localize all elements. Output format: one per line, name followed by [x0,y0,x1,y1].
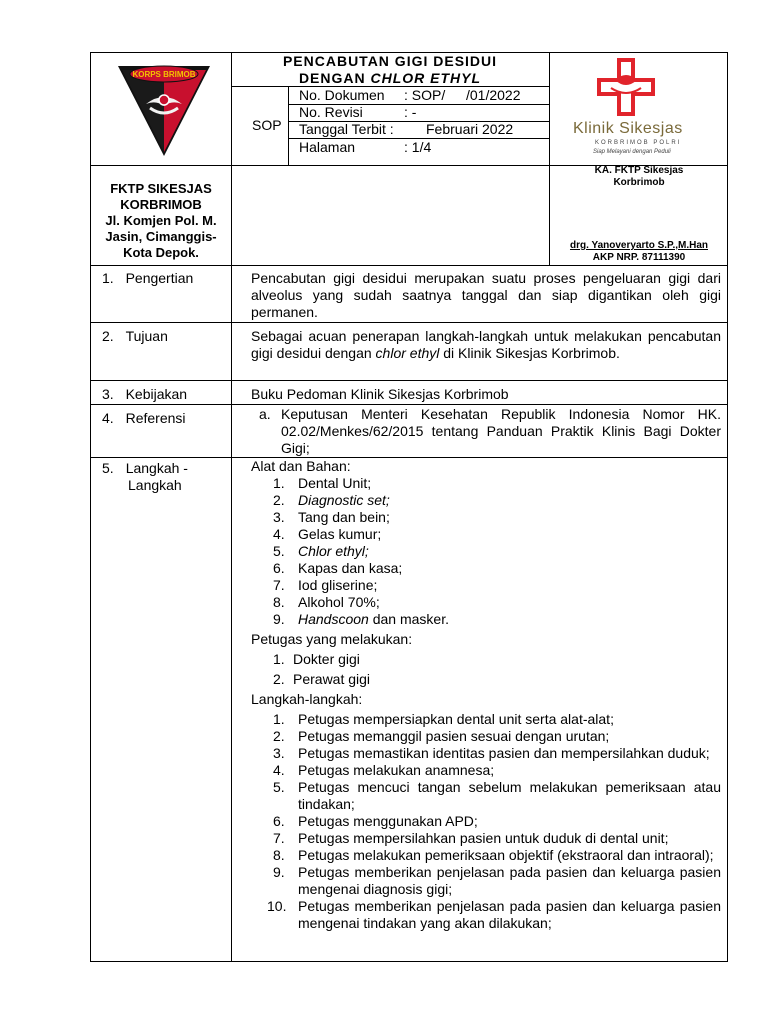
list-item [251,864,721,898]
list-item [251,762,721,779]
referensi-item [251,406,721,457]
approval-block [550,165,728,189]
petugas-list [251,651,721,688]
list-item-text: Petugas memberikan penjelasan pada pasien dan keluarga pasien mengenai tindakan yang akan dilakukan; [298,898,721,931]
row-divider-kebijakan [90,404,728,405]
document-title [232,53,548,87]
list-item-no: 2. [273,671,285,687]
section-text-referensi [251,406,721,457]
clinic-sub: KORBRIMOB POLRI [595,140,682,146]
doc-row-value: /01/2022 [466,87,521,103]
list-item-text: Perawat gigi [293,671,371,687]
list-item [251,594,721,611]
doc-row-sep: : SOP/ [404,87,446,103]
section-no: 1. [102,270,114,286]
doc-row-label: No. Dokumen [299,87,385,103]
list-item-text: Kapas dan kasa; [298,560,403,576]
list-item-no: 1. [273,475,285,491]
steps-list [251,711,721,932]
list-item-no: 4. [273,526,285,542]
section-label-pengertian [102,270,193,287]
approval-title-2: Korbrimob [613,177,665,188]
signatory-nrp: AKP NRP. 87111390 [592,252,686,263]
tujuan-text-italic: chlor ethyl [375,345,440,361]
langkah-content [251,458,721,932]
col-divider-right [549,52,550,265]
list-item-text-italic: Handscoon [298,611,369,627]
list-item [251,509,721,526]
list-item [251,779,721,813]
list-item-no: 6. [273,560,285,576]
section-label-langkah [102,460,188,494]
section-text-tujuan [251,328,721,362]
list-item-text: Petugas menggunakan APD; [298,813,478,829]
referensi-item-no: a. [259,406,271,422]
approval-signatory [550,240,728,264]
list-item-text: Petugas melakukan pemeriksaan objektif (ekstraoral dan intraoral); [298,847,714,863]
section-no: 4. [102,410,114,426]
list-item-text: Dental Unit; [298,475,372,491]
doc-row-label: No. Revisi [299,104,363,120]
list-item-text: Diagnostic set; [298,492,390,508]
list-item-no: 8. [273,847,285,863]
klinik-sikesjas-logo [555,56,723,162]
list-item-text: Dokter gigi [293,651,360,667]
doc-row-label: Halaman [299,139,356,155]
list-item-no: 7. [273,577,285,593]
petugas-title: Petugas yang melakukan: [251,631,413,647]
referensi-item-text: Keputusan Menteri Kesehatan Republik Indonesia Nomor HK. 02.02/Menkes/62/2015 tentang Panduan Praktik Klinis Bagi Dokter Gigi; [281,406,721,456]
title-line-2-italic: CHLOR ETHYL [370,70,482,86]
list-item-text: Chlor ethyl; [298,543,369,559]
org-line-2: KORBRIMOB [120,197,202,212]
list-item-no: 4. [273,762,285,778]
list-item [251,577,721,594]
org-address [92,181,230,261]
section-text-kebijakan: Buku Pedoman Klinik Sikesjas Korbrimob [251,386,509,402]
section-label-1: Langkah - [125,460,188,476]
list-item [251,711,721,728]
korps-brimob-logo [116,60,212,160]
list-item-no: 8. [273,594,285,610]
org-line-5: Kota Depok. [123,245,199,260]
list-item-no: 2. [273,728,285,744]
list-item-no: 3. [273,509,285,525]
list-item-no: 9. [273,864,285,880]
doc-row-3 [299,121,544,138]
list-item [251,813,721,830]
section-text-pengertian: Pencabutan gigi desidui merupakan suatu proses pengeluaran gigi dari alveolus yang sudah saatnya tanggal dan siap digantikan oleh gigi permanen. [251,270,721,320]
list-item-no: 9. [273,611,285,627]
list-item [251,745,721,762]
list-item-no: 1. [273,711,285,727]
doc-row-1 [299,87,544,104]
list-item-text: Iod gliserine; [298,577,378,593]
col-divider-sop [288,86,289,165]
alat-title: Alat dan Bahan: [251,458,351,474]
list-item [251,671,721,688]
list-item-no: 5. [273,543,285,559]
row-divider-pengertian [90,322,728,323]
red-cross-icon [555,56,723,162]
list-item-text: Petugas mencuci tangan sebelum melakukan pemeriksaan atau tindakan; [298,779,721,812]
shield-logo-icon [116,60,212,160]
list-item [251,560,721,577]
title-line-2 [232,70,548,87]
section-label: Tujuan [125,328,168,344]
list-item [251,728,721,745]
doc-row-2 [299,104,544,121]
approval-title-1: KA. FKTP Sikesjas [594,165,684,176]
section-label-kebijakan [102,386,187,403]
list-item-text: Gelas kumur; [298,526,382,542]
org-line-3: Jl. Komjen Pol. M. [105,213,217,228]
section-no: 5. [102,460,114,476]
list-item [251,830,721,847]
langkah-title: Langkah-langkah: [251,691,363,707]
list-item [251,651,721,668]
sop-label: SOP [252,117,282,133]
section-label: Kebijakan [125,386,188,402]
list-item [251,611,721,628]
title-line-1: PENCABUTAN GIGI DESIDUI [282,53,498,69]
list-item [251,492,721,509]
section-label: Referensi [125,410,186,426]
doc-row-value: Februari 2022 [426,121,514,137]
list-item-text: Petugas memanggil pasien sesuai dengan urutan; [298,728,610,744]
list-item-text: Petugas memastikan identitas pasien dan mempersilahkan duduk; [298,745,710,761]
list-item-text: dan masker. [368,611,449,627]
section-label-referensi [102,410,186,427]
list-item-no: 5. [273,779,285,795]
section-no: 3. [102,386,114,402]
list-item [251,475,721,492]
list-item-text: Petugas memberikan penjelasan pada pasien dan keluarga pasien mengenai diagnosis gigi; [298,864,721,897]
list-item [251,543,721,560]
org-line-4: Jasin, Cimanggis- [105,229,217,244]
alat-list [251,475,721,628]
list-item [251,526,721,543]
list-item-text: Petugas mempersilahkan pasien untuk duduk di dental unit; [298,830,669,846]
list-item-no: 1. [273,651,285,667]
title-line-2-prefix: DENGAN [298,70,371,86]
list-item-no: 2. [273,492,285,508]
clinic-name: Klinik Sikesjas [573,120,683,137]
list-item [251,898,721,932]
doc-row-sep: : 1/4 [404,139,432,155]
section-no: 2. [102,328,114,344]
list-item-text: Petugas melakukan anamnesa; [298,762,495,778]
doc-row-4 [299,139,544,156]
clinic-tagline: Siap Melayani dengan Peduli [593,149,671,155]
list-item-no: 10. [267,898,287,914]
section-label-2: Langkah [128,477,182,493]
list-item-no: 6. [273,813,285,829]
list-item-no: 7. [273,830,285,846]
section-label: Pengertian [125,270,194,286]
tujuan-text-a: Sebagai acuan penerapan langkah-langkah untuk melakukan pencabutan gigi desidui dengan [251,328,721,361]
doc-row-sep: : - [404,104,417,120]
doc-row-label: Tanggal Terbit : [299,121,394,137]
logo-text: KORPS BRIMOB [132,70,196,79]
col-divider-left [231,52,232,962]
row-divider-tujuan [90,380,728,381]
list-item-text: Alkohol 70%; [298,594,380,610]
list-item-text: Petugas mempersiapkan dental unit serta alat-alat; [298,711,614,727]
section-label-tujuan [102,328,168,345]
list-item-no: 3. [273,745,285,761]
tujuan-text-b: di Klinik Sikesjas Korbrimob. [439,345,620,361]
row-divider-org [90,265,728,266]
list-item [251,847,721,864]
org-line-1: FKTP SIKESJAS [110,181,212,196]
list-item-text: Tang dan bein; [298,509,390,525]
signatory-name: drg. Yanoveryarto S.P.,M.Han [569,240,708,251]
